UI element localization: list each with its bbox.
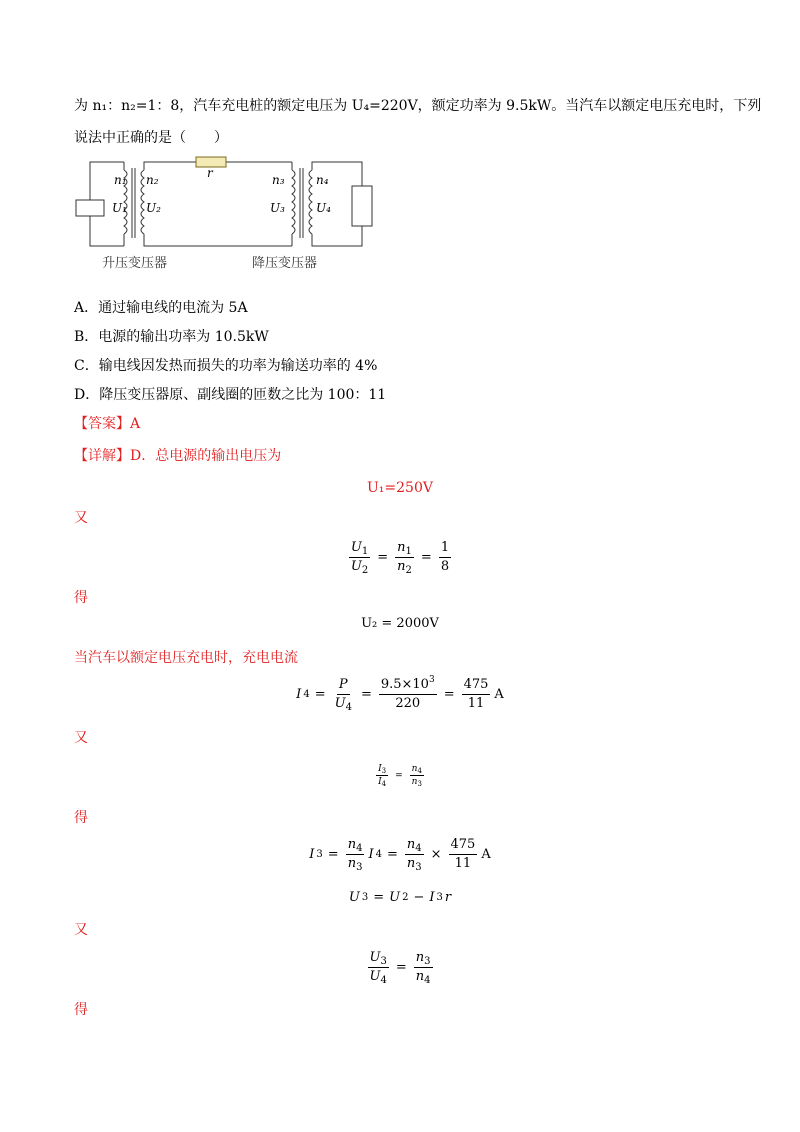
you-text-1: 又 — [74, 510, 88, 526]
transmission-line-bottom — [144, 234, 292, 246]
step-down-secondary-coil — [309, 170, 312, 234]
u2-label: U₂ — [146, 201, 161, 215]
n3-label: n₃ — [272, 173, 285, 187]
u3-label: U₃ — [270, 201, 285, 215]
option-b: B．电源的输出功率为 10.5kW — [74, 329, 269, 345]
load-loop-bottom — [312, 226, 362, 246]
answer-line: 【答案】A — [74, 416, 141, 432]
option-c: C．输电线因发热而损失的功率为输送功率的 4% — [74, 358, 378, 374]
equation-i3: I 3 = $\frac{n_4}{n_3}$ I 4 = $\frac{n_4}{n_3}$ × $\frac{475}{11}$ A — [309, 837, 491, 873]
you-text-2: 又 — [74, 730, 88, 746]
equation-ratio-u1-u2: $\frac{U_1}{U_2}$ = $\frac{n_1}{n_2}$ = $\frac{1}{8}$ — [350, 540, 450, 576]
n4-label: n₄ — [316, 173, 329, 187]
load-resistor-symbol — [352, 186, 372, 226]
equation-i4: I 4 = $\frac{P}{U_4}$ = $\frac{9.5\times 10^3}{220}$ = $\frac{475}{11}$ A — [296, 675, 504, 713]
question-line-1: 为 n₁：n₂=1：8，汽车充电桩的额定电压为 U₄=220V，额定功率为 9.5kW。当汽车以额定电压充电时，下列 — [74, 98, 762, 114]
resistor-label: r — [207, 166, 213, 180]
question-line-2: 说法中正确的是（ ） — [74, 130, 228, 146]
de-text-1: 得 — [74, 590, 88, 606]
equation-ratio-u3-u4: $\frac{U_3}{U_4}$ = $\frac{n_3}{n_4}$ — [369, 950, 431, 986]
step-down-primary-coil — [292, 170, 295, 234]
equation-u3: U 3 = U 2 − I 3 r — [348, 890, 452, 905]
step-down-transformer-label: 降压变压器 — [252, 256, 318, 271]
de-text-2: 得 — [74, 810, 88, 826]
de-text-3: 得 — [74, 1002, 88, 1018]
equation-u1: U₁=250V — [367, 480, 433, 496]
you-text-3: 又 — [74, 922, 88, 938]
equation-u2: U₂ = 2000V — [361, 616, 439, 631]
step-up-transformer-label: 升压变压器 — [102, 256, 168, 271]
explain-intro: 【详解】D．总电源的输出电压为 — [74, 448, 282, 464]
charge-current-text: 当汽车以额定电压充电时，充电电流 — [74, 650, 298, 666]
power-source-symbol — [76, 200, 104, 216]
transformer-circuit-diagram — [66, 150, 386, 278]
n2-label: n₂ — [146, 173, 159, 187]
option-d: D．降压变压器原、副线圈的匝数之比为 100：11 — [74, 387, 387, 403]
step-up-secondary-coil — [141, 170, 144, 234]
n1-label: n₁ — [114, 173, 127, 187]
equation-ratio-i3-i4: $\frac{I_3}{I_4}$ = $\frac{n_4}{n_3}$ — [378, 764, 422, 788]
u1-label: U₁ — [112, 201, 127, 215]
transmission-line-top-left — [144, 162, 196, 170]
option-a: A．通过输电线的电流为 5A — [74, 300, 248, 316]
u4-label: U₄ — [316, 201, 331, 215]
